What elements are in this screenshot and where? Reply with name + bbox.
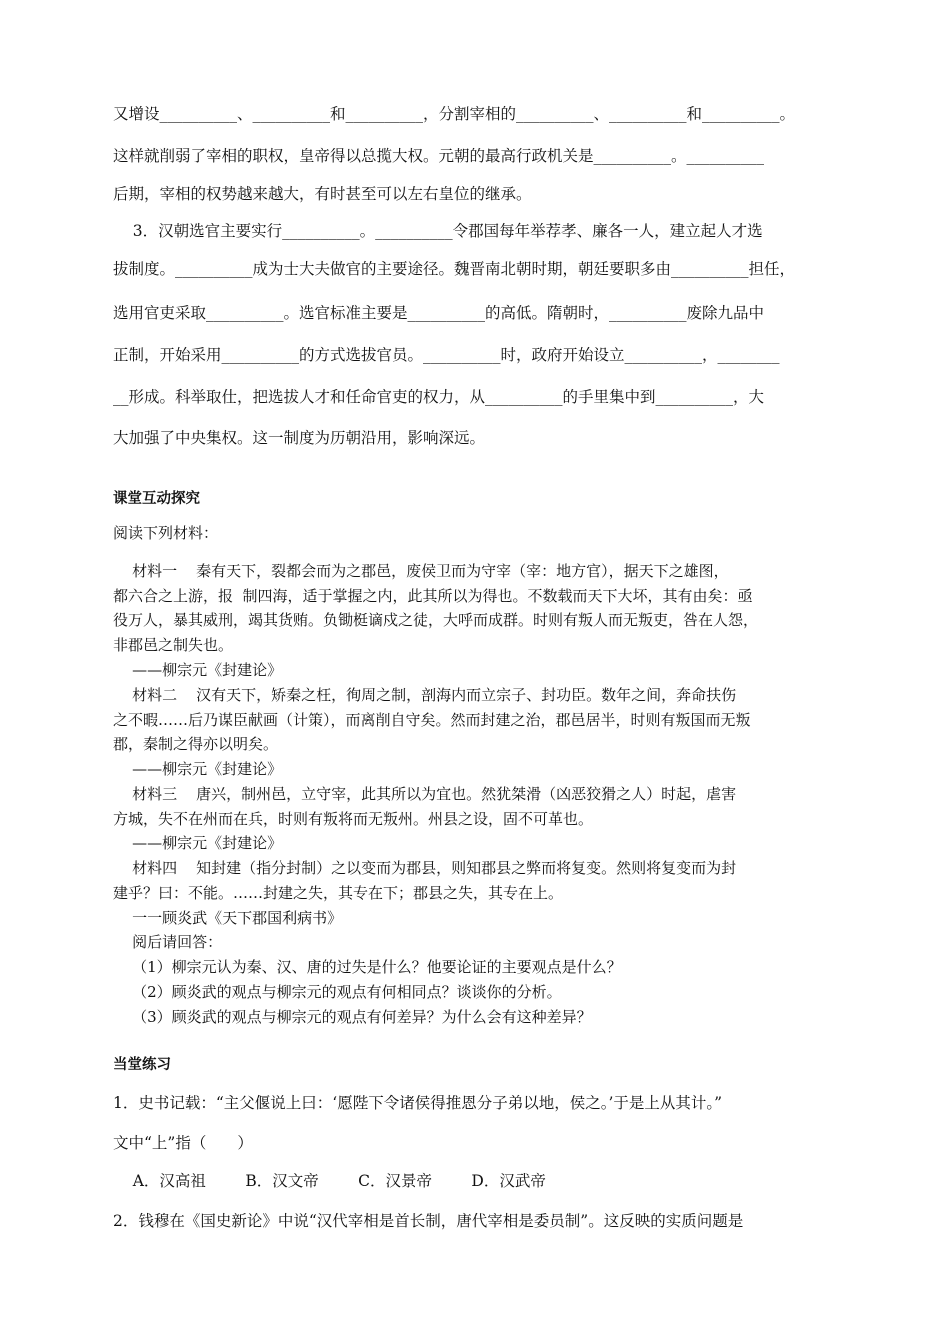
material-line: 材料四 知封建（指分封制）之以变而为郡县，则知郡县之弊而将复变。然则将复变而为封 xyxy=(113,859,737,877)
material-line: 之不暇……后乃谋臣献画（计策），而离削自守矣。然而封建之治，郡邑居半，时则有叛国而无叛 xyxy=(113,711,751,729)
material-line: 材料一 秦有天下，裂都会而为之郡邑，废侯卫而为守宰（宰：地方官），据天下之雄图， xyxy=(113,562,729,580)
fill-in-line-1: 又增设__________、__________和__________，分割宰相的__________、__________和__________。 xyxy=(113,105,796,123)
material-source: ——柳宗元《封建论》 xyxy=(113,834,283,852)
material-source: ——柳宗元《封建论》 xyxy=(113,661,283,679)
question-item: （3）顾炎武的观点与柳宗元的观点有何差异？为什么会有这种差异？ xyxy=(113,1008,592,1026)
question-1-stem: 1．史书记载：“主父偃说上曰：‘愿陛下令诸侯得推恩分子弟以地，侯之。’于是上从其计。” xyxy=(113,1094,723,1112)
fill-in-line-3: 后期，宰相的权势越来越大，有时甚至可以左右皇位的继承。 xyxy=(113,185,532,203)
question-item: （2）顾炎武的观点与柳宗元的观点有何相同点？谈谈你的分析。 xyxy=(113,983,562,1001)
material-source: 一一顾炎武《天下郡国利病书》 xyxy=(113,909,343,927)
section-title-interactive: 课堂互动探究 xyxy=(113,491,200,507)
material-line: 建乎？曰：不能。……封建之失，其专在下；郡县之失，其专在上。 xyxy=(113,884,564,902)
material-source: ——柳宗元《封建论》 xyxy=(113,760,283,778)
fill-in-line-4: 3．汉朝选官主要实行__________。__________令郡国每年举荐孝、廉各一人，建立起人才选 xyxy=(113,222,763,240)
question-1-options: A．汉高祖 B．汉文帝 C．汉景帝 D．汉武帝 xyxy=(113,1172,546,1190)
material-line: 材料三 唐兴，制州邑，立守宰，此其所以为宜也。然犹桀滑（凶恶狡猾之人）时起，虐害 xyxy=(113,785,737,803)
fill-in-line-9: 大加强了中央集权。这一制度为历朝沿用，影响深远。 xyxy=(113,429,486,447)
material-line: 阅读下列材料： xyxy=(113,524,219,542)
material-line: 都六合之上游，报 制四海，适于掌握之内，此其所以为得也。不数载而天下大坏，其有由矣：亟 xyxy=(113,587,753,605)
material-line: 材料二 汉有天下，矫秦之枉，徇周之制，剖海内而立宗子、封功臣。数年之间，奔命扶伤 xyxy=(113,686,737,704)
section-title-practice: 当堂练习 xyxy=(113,1057,171,1073)
material-line: 非郡邑之制失也。 xyxy=(113,636,234,654)
fill-in-line-6: 选用官吏采取__________。选官标准主要是__________的高低。隋朝时，__________废除九品中 xyxy=(113,304,765,322)
question-intro: 阅后请回答： xyxy=(113,933,223,951)
material-line: 方城，失不在州而在兵，时则有叛将而无叛州。州县之设，固不可革也。 xyxy=(113,810,594,828)
fill-in-line-2: 这样就削弱了宰相的职权，皇帝得以总揽大权。元朝的最高行政机关是__________。__________ xyxy=(113,147,765,165)
fill-in-line-5: 拔制度。__________成为士大夫做官的主要途径。魏晋南北朝时期，朝廷要职多由__________担任， xyxy=(113,260,796,278)
fill-in-line-8: __形成。科举取仕，把选拔人才和任命官吏的权力，从__________的手里集中到__________，大 xyxy=(113,388,765,406)
material-line: 郡，秦制之得亦以明矣。 xyxy=(113,735,279,753)
material-line: 役万人，暴其威刑，竭其货贿。负锄梃谪戍之徒，大呼而成群。时则有叛人而无叛吏，咎在人怨， xyxy=(113,611,759,629)
fill-in-line-7: 正制，开始采用__________的方式选拔官员。__________时，政府开始设立__________，________ xyxy=(113,346,780,364)
question-1-stem-2: 文中“上”指（ ） xyxy=(113,1134,253,1152)
question-item: （1）柳宗元认为秦、汉、唐的过失是什么？他要论证的主要观点是什么？ xyxy=(113,958,622,976)
question-2-stem: 2．钱穆在《国史新论》中说“汉代宰相是首长制，唐代宰相是委员制”。这反映的实质问题是 xyxy=(113,1212,744,1230)
